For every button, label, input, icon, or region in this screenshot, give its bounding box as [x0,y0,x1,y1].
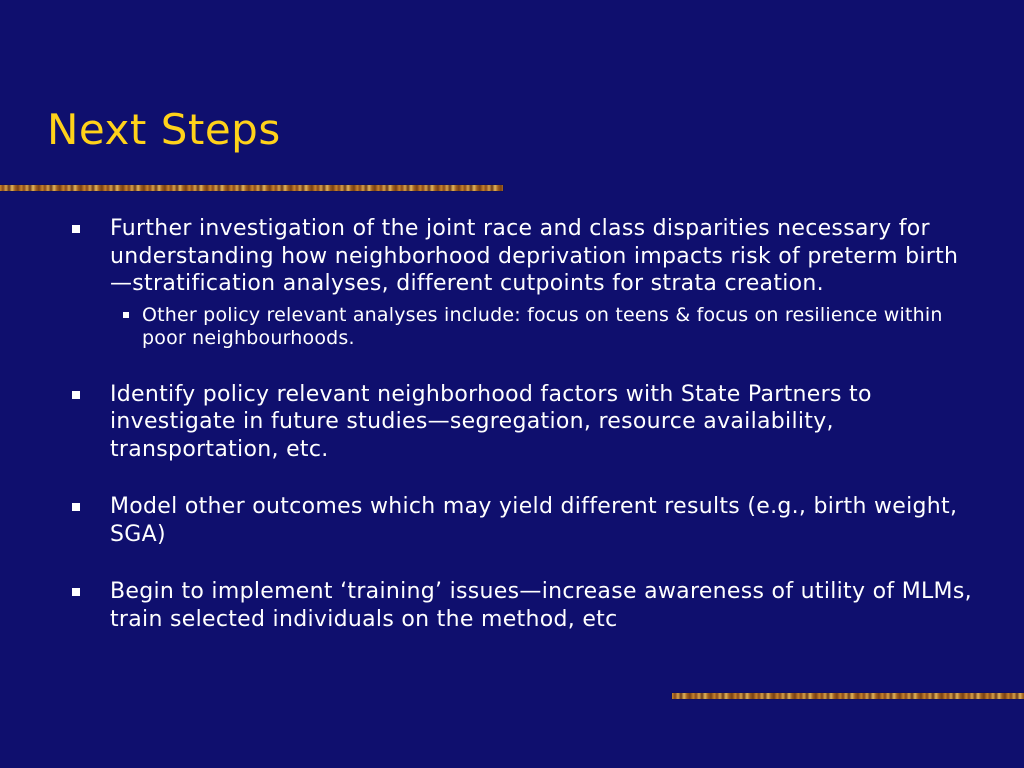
square-bullet-icon [72,391,80,399]
bullet-item [72,215,972,351]
square-bullet-icon [72,503,80,511]
bullet-text: Identify policy relevant neighborhood factors with State Partners to investigate in future studies—segregation, resource availability, transportation, etc. [110,381,872,462]
sub-bullet-list [110,304,972,351]
bullet-list [72,215,972,633]
title-divider [0,185,503,191]
bullet-text: Begin to implement ‘training’ issues—increase awareness of utility of MLMs, train selected individuals on the method, etc [110,579,972,632]
bullet-item [72,381,972,464]
square-bullet-icon [123,312,129,318]
sub-bullet-text: Other policy relevant analyses include: focus on teens & focus on resilience within poor neighbourhoods. [142,303,943,349]
bullet-item [72,493,972,548]
sub-bullet-item [110,304,972,351]
footer-divider [672,693,1024,699]
bullet-item [72,578,972,633]
square-bullet-icon [72,225,80,233]
bullet-text: Further investigation of the joint race and class disparities necessary for understanding how neighborhood deprivation impacts risk of preterm birth—stratification analyses, different cutpoints for strata creation. [110,216,959,296]
square-bullet-icon [72,588,80,596]
bullet-text: Model other outcomes which may yield different results (e.g., birth weight, SGA) [110,494,958,547]
slide-title: Next Steps [47,105,281,154]
